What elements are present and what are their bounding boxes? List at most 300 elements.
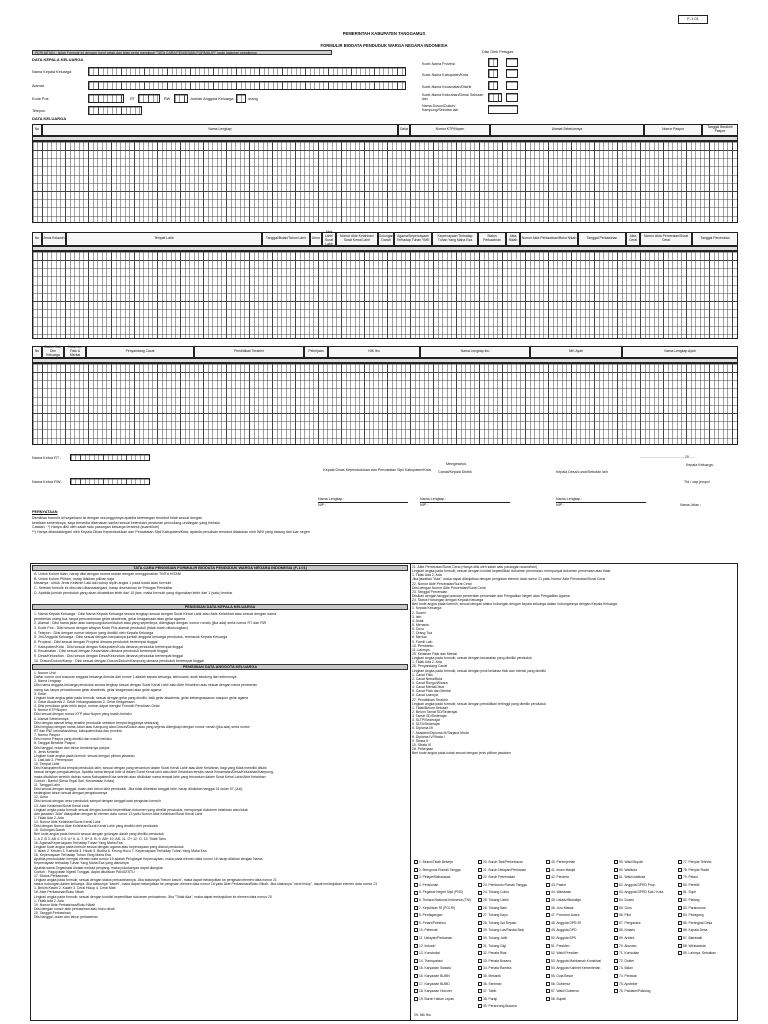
pekerjaan-option (414, 913, 476, 921)
tata-cara-intro: A. Untuk Kolom Isian, harap diisi dengan nomor urutan dengan menggunakan TINTA HITAM B. Untuk Kolom Pilihan, harap diisikan pilihan saja Misalnya : untuk Jenis Kelamin Laki-laki cukup diplih angka 1 pada kotak isian formulir C. Setelah formulir ini diisi dan ditandatangani, harap diserahkan ke Petugas Pendaftar D. Apabila jumlah penduduk yang akan dicatatkan lebih dari 10 jiwa, maka formulir yang digunakan lebih dari 1 (satu) lembar (34, 572, 233, 595)
pekerjaan-option-label: 51. Presiden (551, 943, 570, 948)
checkbox-icon (478, 974, 482, 978)
pekerjaan-option-label: 17. Karyawan BUMD (419, 981, 450, 986)
table2-header: No Jenis Kelamin Tempat Lahir Tanggal/Bulan/Tahun Lahir Umur Akte Lahir/ Surat Lahir Nomor Akte Kelahiran/ Surat Kenal Lahir Golongan Darah Agama/Kepercayaan Terhadap Tuhan YME Kepercayaan Terhadap Tuhan Yang Maha Esa Status Perkawinan Akta Nikah Nomor Akta Perkawinan/Buku Nikah Tanggal Perkawinan Akta Cerai Nomor Akta Perceraian/Surat Cerai Tanggal Perceraian (32, 232, 738, 246)
checkbox-icon (414, 928, 418, 932)
checkbox-icon (478, 966, 482, 970)
pekerjaan-option-label: 76. Psikiater/Psikolog (619, 989, 651, 994)
header-line1: PEMERINTAH KABUPATEN TANGGAMUS (342, 31, 426, 36)
checkbox-icon (414, 875, 418, 879)
jumlah-field[interactable] (236, 94, 246, 103)
checkbox-icon (546, 891, 550, 895)
pekerjaan-option (414, 921, 476, 929)
pekerjaan-col2 (478, 860, 544, 1012)
pekerjaan-option-label: 18. Karyawan Honorer (419, 989, 452, 994)
kode-kelurahan-label: Kode-Nama Kelurahan/Desa/ Sebutan lain (422, 93, 484, 102)
pekerjaan-option (678, 951, 736, 959)
table1-body[interactable] (32, 141, 738, 223)
pekerjaan-option-label: 55. Duta Besar (551, 973, 573, 978)
pekerjaan-option (478, 921, 544, 929)
pekerjaan-option-label: 84. Pedagang (683, 913, 704, 918)
checkbox-icon (614, 913, 618, 917)
pekerjaan-option (546, 951, 612, 959)
pekerjaan-option (546, 982, 612, 990)
orang-label: orang (248, 97, 258, 101)
pekerjaan-option (678, 860, 736, 868)
pekerjaan-option-label: 12. Industri (419, 943, 436, 948)
table1-header: No Nama Lengkap Gelar Nomor KTP/Nopen Alamat Sebelumnya Nomor Paspor Tanggal Berakhir Paspor (32, 124, 738, 136)
checkbox-icon (414, 860, 418, 864)
checkbox-icon (414, 883, 418, 887)
pekerjaan-option (678, 928, 736, 936)
checkbox-icon (546, 989, 550, 993)
pekerjaan-option (414, 997, 476, 1005)
pekerjaan-option-label: 86. Kepala Desa (683, 928, 708, 933)
checkbox-icon (546, 868, 550, 872)
pekerjaan-option-label: 63. Anggota DPRD Kab./ Kota (619, 890, 664, 895)
pekerjaan-option-label: 24. Tukang Cukur (483, 890, 510, 895)
pekerjaan-option-label: 13. Konstruksi (419, 951, 440, 956)
checkbox-icon (414, 982, 418, 986)
pekerjaan-option (546, 868, 612, 876)
pekerjaan-option-label: 77. Penyiar Televisi (683, 860, 712, 864)
form-code: F-1.01 (678, 15, 708, 24)
pekerjaan-option-label: 53. Anggota Mahkamah Konstitusi (551, 958, 602, 963)
checkbox-icon (478, 944, 482, 948)
jumlah-label: Jumlah Anggota Keluarga (190, 97, 234, 101)
pekerjaan-option-label: 69. Arsitek (619, 935, 635, 940)
pekerjaan-option (414, 898, 476, 906)
checkbox-icon (614, 982, 618, 986)
pekerjaan-option (614, 875, 676, 883)
nama-kepala-field[interactable] (88, 67, 406, 76)
checkbox-icon (614, 891, 618, 895)
pekerjaan-option-label: 52. Wakil Presiden (551, 951, 579, 956)
pekerjaan-option (614, 974, 676, 982)
checkbox-icon (614, 936, 618, 940)
checkbox-icon (546, 982, 550, 986)
kode-kecamatan-name[interactable] (506, 81, 518, 90)
checkbox-icon (614, 959, 618, 963)
kepala-keluarga-label: Kepala Keluarga, (686, 463, 714, 467)
kode-dusun-field[interactable] (488, 105, 518, 114)
checkbox-icon (478, 921, 482, 925)
pekerjaan-option-label: 68. Notaris (619, 928, 635, 933)
checkbox-icon (478, 928, 482, 932)
checkbox-icon (478, 997, 482, 1001)
checkbox-icon (478, 951, 482, 955)
kodepos-label: Kode Pos (32, 97, 49, 101)
pekerjaan-option (478, 890, 544, 898)
pekerjaan-option (678, 883, 736, 891)
pekerjaan-option-label: 2. Mengurus Rumah Tangga (419, 867, 461, 872)
pekerjaan-option (478, 860, 544, 868)
pekerjaan-option (614, 883, 676, 891)
pekerjaan-option (546, 898, 612, 906)
pekerjaan-option (678, 898, 736, 906)
checkbox-icon (414, 898, 418, 902)
pekerjaan-option-label: 54. Anggota Kabinet Kementerian (551, 966, 601, 971)
checkbox-icon (478, 868, 482, 872)
pekerjaan-option (546, 944, 612, 952)
pekerjaan-option-label: 1. Belum/Tidak Bekerja (419, 860, 453, 864)
sign-line-1 (318, 502, 408, 503)
checkbox-icon (678, 906, 682, 910)
rt-field[interactable] (138, 94, 160, 103)
checkbox-icon (478, 898, 482, 902)
checkbox-icon (546, 860, 550, 864)
pekerjaan-option-label: 22. Buruh Peternakan (483, 875, 516, 880)
pekerjaan-col1 (414, 860, 476, 1004)
date-line: ..........................................., 20...... (640, 455, 695, 459)
alamat-field[interactable] (88, 81, 406, 90)
checkbox-icon (414, 913, 418, 917)
checkbox-icon (546, 913, 550, 917)
pekerjaan-option-label: 85. Perangkat Desa (683, 920, 713, 925)
kode-kelurahan-name[interactable] (506, 93, 518, 102)
checkbox-icon (478, 860, 482, 864)
checkbox-icon (678, 898, 682, 902)
pekerjaan-option (678, 936, 736, 944)
checkbox-icon (546, 928, 550, 932)
kepala-desa-label: Kepala Desa/Lurah/Sebutan lain (556, 470, 608, 474)
checkbox-icon (414, 989, 418, 993)
pekerjaan-option-label: 67. Pengacara (619, 920, 641, 925)
pekerjaan-option (614, 868, 676, 876)
pekerjaan-option-label: 88. Wiraswasta (683, 943, 706, 948)
telepon-label: Telepon (32, 109, 46, 113)
pekerjaan-option (546, 959, 612, 967)
pekerjaan-option-label: 50. Anggota BPK (551, 935, 577, 940)
rw-label: RW (164, 97, 171, 101)
pernyataan-title: PERNYATAAN (32, 510, 58, 514)
checkbox-icon (614, 921, 618, 925)
checkbox-icon (414, 868, 418, 872)
kode-dusun-label: Nama Dusun/Dukuh/ Kampung/Sebutan lain (422, 104, 459, 113)
pekerjaan-option (614, 890, 676, 898)
pekerjaan-option-label: 73. Bidan (619, 966, 633, 971)
pekerjaan-option-label: 40. Penterjemah (551, 860, 576, 864)
checkbox-icon (546, 997, 550, 1001)
pekerjaan-option-label: 36. Seniman (483, 981, 502, 986)
checkbox-icon (478, 875, 482, 879)
pekerjaan-option (546, 913, 612, 921)
checkbox-icon (478, 906, 482, 910)
kepala-section-title: DATA KEPALA KELUARGA (32, 57, 84, 62)
checkbox-icon (614, 868, 618, 872)
pekerjaan-option (678, 921, 736, 929)
checkbox-icon (614, 989, 618, 993)
pekerjaan-option-label: 87. Biarawati (683, 935, 703, 940)
table2-body[interactable] (32, 251, 738, 339)
checkbox-icon (614, 875, 618, 879)
checkbox-icon (414, 974, 418, 978)
kode-kabupaten-code[interactable] (488, 69, 498, 78)
checkbox-icon (614, 898, 618, 902)
keluarga-section-title: DATA KELUARGA (32, 116, 67, 121)
kode-provinsi-code[interactable] (488, 58, 498, 67)
pekerjaan-option (414, 982, 476, 990)
checkbox-icon (678, 875, 682, 879)
kode-kabupaten-label: Kode-Nama Kabupaten/Kota (422, 73, 468, 77)
checkbox-icon (546, 966, 550, 970)
pekerjaan-option-label: 3. Pelajar/Mahasiswa (419, 875, 451, 880)
pekerjaan-option-label: 38. Paraji (483, 996, 497, 1001)
checkbox-icon (414, 906, 418, 910)
pekerjaan-option-label: 30. Tukang Jahit (483, 935, 508, 940)
pekerjaan-option (614, 966, 676, 974)
rt-label: RT (130, 97, 135, 101)
pekerjaan-option (478, 936, 544, 944)
checkbox-icon (546, 883, 550, 887)
pekerjaan-option (414, 959, 476, 967)
pekerjaan-option (678, 913, 736, 921)
pekerjaan-option (414, 860, 476, 868)
pekerjaan-option-label: 46. Juru Masak (551, 905, 574, 910)
kode-provinsi-label: Kode-Nama Provinsi (422, 62, 455, 66)
pekerjaan-col3 (546, 860, 612, 1004)
pekerjaan-option-label: 70. Akuntan (619, 943, 637, 948)
checkbox-icon (614, 966, 618, 970)
pekerjaan-option-label: 19. Buruh Harian Lepas (419, 996, 454, 1001)
pekerjaan-option (478, 982, 544, 990)
pekerjaan-option (546, 966, 612, 974)
pekerjaan-option (614, 951, 676, 959)
pekerjaan-option-label: 62. Anggota DPRD Prop. (619, 882, 656, 887)
pekerjaan-option-label: 33. Penata Busana (483, 958, 512, 963)
pekerjaan-option-label: 25. Tukang Listrik (483, 897, 509, 902)
pekerjaan-option (414, 951, 476, 959)
kode-provinsi-name[interactable] (506, 58, 518, 67)
pekerjaan-option (414, 890, 476, 898)
header-line2: FORMULIR BIODATA PENDUDUK WARGA NEGARA INDONESIA (320, 43, 448, 48)
pekerjaan-option (478, 974, 544, 982)
pekerjaan-option (546, 928, 612, 936)
pekerjaan-option-label: 11. Nelayan/Perikanan (419, 935, 453, 940)
nama-kepala-label: Nama Kepala Keluarga (32, 70, 72, 74)
bottom-note: 29. Nik Ibu (414, 1013, 431, 1017)
pekerjaan-option (546, 890, 612, 898)
pekerjaan-option-label: 75. Apoteker (619, 981, 638, 986)
pekerjaan-option (414, 906, 476, 914)
checkbox-icon (478, 891, 482, 895)
sign-line-2 (420, 502, 510, 503)
kode-kecamatan-code[interactable] (488, 81, 498, 90)
checkbox-icon (678, 951, 682, 955)
pekerjaan-option (414, 974, 476, 982)
pekerjaan-option-label: 27. Tukang Kayu (483, 913, 508, 918)
table3-body[interactable] (32, 363, 738, 445)
pekerjaan-option (678, 868, 736, 876)
pekerjaan-option-label: 16. Karyawan BUMN (419, 973, 450, 978)
pekerjaan-option-label: 60. Walikota (619, 867, 638, 872)
pekerjaan-option (478, 898, 544, 906)
checkbox-icon (478, 982, 482, 986)
tata-cara-title: TATA CARA PENGISIAN FORMULIR BIODATA PENDUDUK WARGA NEGARA INDONESIA (F-1.01) (32, 565, 408, 571)
pekerjaan-col4 (614, 860, 676, 997)
checkbox-icon (614, 951, 618, 955)
pekerjaan-option-label: 23. Pembantu Rumah Tangga (483, 882, 527, 887)
pekerjaan-option-label: 10. Peternak (419, 928, 438, 933)
checkbox-icon (678, 891, 682, 895)
checkbox-icon (546, 959, 550, 963)
pekerjaan-option (546, 883, 612, 891)
pekerjaan-option (478, 913, 544, 921)
pekerjaan-option-label: 56. Gubernur (551, 981, 571, 986)
pekerjaan-option-label: 81. Sopir (683, 890, 697, 895)
checkbox-icon (678, 944, 682, 948)
pekerjaan-option-label: 43. Pastor (551, 882, 567, 887)
pekerjaan-option (414, 875, 476, 883)
pekerjaan-option-label: 82. Pialang (683, 897, 700, 902)
checkbox-icon (678, 913, 682, 917)
checkbox-icon (414, 936, 418, 940)
pekerjaan-option (414, 868, 476, 876)
pekerjaan-option-label: 57. Wakil Gubernur (551, 989, 580, 994)
pekerjaan-option (614, 928, 676, 936)
checkbox-icon (546, 944, 550, 948)
pekerjaan-option (546, 921, 612, 929)
kode-kecamatan-label: Kode-Nama Kecamatan/Distrik (422, 85, 472, 89)
alamat-label: Alamat (32, 84, 44, 88)
pekerjaan-option-label: 37. Tabib (483, 989, 497, 994)
ak-items-left: 1. Nomor Urut Daftar nomor urut susunan anggota keluarga dimulai dari nomor 1 adalah kepala keluarga, istri/suami, anak kandung dan seterusnya 2. Nama Lengkap Diisi nama anggota keluarga penduduk secara lengkap sesuai dengan Surat Kenal Lahir atau Akte Kelahiran atau sesuai dengan nama pemberian orang tua, tanpa pencantuman gelar akademis, gelar keagamaan atau gelar agama 3. Gelar Lingkari kode angka gelar pada formulir, sesuai dengan gelar yang dimiliki, baik gelar akademis, gelar kebangsawanan maupun gelar agama 1. Gelar Akademis 2. Gelar Kebangsawanan 3. Gelar Keagamaan 4. Diisi penulisan gelar lebih lanjut, mohon dapat mengisi Formulir Penulisan Gelar 5. Nomor KTP/Nopen Diisi sesuai dengan nomor KTP atau Nopen yang masih berlaku 6. Alamat Sebelumnya Diisi dengan alamat tetap terakhir penduduk sebelum tempat tinggalnya sekarang Diisi lengkap dengan nama Jalan atau Kampung atau Dusun/Dukuh atau yang sejenis dilengkapi dengan nomor rumah (jika ada) serta nomor RT dan RW, kelurahan/desa, kabupaten/kota dan provinsi 7. Nomor Paspor Diisi nomor Paspor yang dimiliki dan masih berlaku 8. Tanggal Berakhir Paspor Diisi tanggal, bulan dan tahun berakhirnya paspor 9. Jenis Kelamin Lingkari kode angka pada formulir, sesuai dengan pilihan jawaban 1. Laki-laki 2. Perempuan 10. Tempat Lahir Diisi Kabupaten/Kota tempat penduduk lahir, sesuai dengan yang tercantum dalam Surat Kenal Lahir atau Akte Kelahiran, bagi yang tidak memiliki ditulis sesuai dengan pengakuannya. Apabila nama tempat lahir di dalam Surat Kenal lahir atau Akte Kelahiran tertulis nama Kecamatan/Desa/Kelurahan/Kampung, maka dituliskan terlebih dahulu nama Kabupaten/Kota setelah atau dituliskan nama tempat lahir yang tercantum dalam Surat Kenal Lahir/Akte Kelahiran Contoh : Bantul (Desa Tegal Sari, Kecamatan Kotas) 11. Tanggal Lahir Diisi sesuai dengan tanggal, bulan dan tahun lahir penduduk. Jika tidak diketahui tanggal lahir, harap dituliskan tanggal 01 bulan 07 (Juli), sedangkan tahun sesuai dengan pengakuannya 12. Umur Diisi sesuai dengan umur penduduk sampai dengan tanggal saat pengisian formulir 13. Akte Kelahiran/Surat Kenal Lahir Lingkari angka pada formulir sesuai dengan kondisi kepemilikan dokumen yang dimiliki penduduk, mempunyai dokumen kelahiran atau tidak dan jawaban "Ada" dilanjutkan dengan isi elemen data nomor 13 yaitu Nomor Akte Kelahiran/Surat Kenal Lahir 1. Tidak Ada 2. Ada 14. Nomor Akte Kelahiran/Surat Kenal Lahir Diisi dengan Nomor Akte Kelahiran/Surat Kenal Lahir yang dimiliki oleh penduduk 15. Golongan Darah Beri kode angka pada formulir sesuai dengan golongan darah yang dimiliki penduduk 1. A 2. B 3. AB 4. O 5. A+ 6. A- 7. B+ 8. B- 9. AB+ 10. AB- 11. O+ 12. O- 13. Tidak Tahu 16. Agama/Kepercayaan Terhadap Tuhan Yang Maha Esa Lingkari kode angka pada formulir sesuai dengan agama atau kepercayaan yang dianut penduduk 1. Islam 2. Kristen 3. Katholik 4. Hindu 5. Budha 6. Khong Hucu 7. Kepercayaan Terhadap Tuhan Yang Maha Esa 16. Kepercayaan Terhadap Tuhan Yang Maha Esa Apabila pendudukan mengisi elemen data nomor 15 adalah Penghayat Kepercayaan, maka pada elemen data nomor 16 harap diisikan dengan Nama Kepercayaan terhadap Tuhan Yang Maha Esa yang dianutnya Apabila sama Organisasi dicatat melalui penyang, maka pokokanyaa dapat diangkat Contoh : Paguyuban Ngesti Tunggal, dapat dituliskan PANGESTU 17. Status Perkawinan Lingkari angka pada formulir, sesuai dengan status perkawinannya. Jika statusnya "belum kawin", maka dapat melanjutkan ke pengisian elemen data nomor 21 status hubungan dalam keluarga. Jika statusnya "kawin", maka dapat melanjutkan ke pengisian elemen data nomor 18 yaitu Akte Perkawinan/Buku Nikah. Jika statusnya "cerai hidup", dapat melanjutkan elemen data nomor 21 1. Belum Kawin 2. Kawin 3. Cerai Hidup 4. Cerai Mati 18. Akte Perkawinan/Buku Nikah Lingkari angka pada formulir, sesuai dengan kondisi kepemilikan dokumen perkawinan. Jika "Tidak Ada", maka dapat melanjutkan ke elemen data nomor 20 1. Tidak Ada 2. Ada 19. Nomor Akte Perkawinan/Buku Nikah Diisi dengan nomor akte perkawinan atau buku nikah 20. Tanggal Perkawinan Diisi tanggal, bulan dan tahun perkawinan (34, 671, 378, 920)
pekerjaan-option-label: 20. Buruh Tani/Perkebunan (483, 860, 523, 864)
kk-items: 1. Nama Kepala Keluarga : Diisi Nama Kepala Keluarga secara lengkap sesuai dengan Surat Kenal Lahir atau Akte Kelahiran atau sesuai dengan nama pemberian orang tua, tanpa pencantuman gelar akademis, gelar keagamaan atau gelar agama 2. Alamat : Diisi nama jalan atau kampung/dusun/dukuh atau yang sepertinya, dilengkapi dengan nomor rumah (jika ada) serta nomor RT dan RW 3. Kode Pos : Diisi sesuai dengan wilayah Kode Pos alamat penduduk (tidak boleh dikosongkan) 4. Telepon : Diisi dengan nomor telepon yang dimiliki oleh Kepala Keluarga 5. Jml Anggota Keluarga : Diisi sesuai dengan banyaknya jumlah anggota keluarga penduduk, termasuk Kepala Keluarga 6. Propinsi : Diisi sesuai dengan Propinsi dimana penduduk bertempat tinggal 7. Kabupaten/Kota : Diisi sesuai dengan Kabupaten/Kota dimana penduduk bertempat tinggal 8. Kecamatan : Diisi sesuai dengan Kecamatan dimana penduduk bertempat tinggal 9. Desa/Kelurahan : Diisi sesuai dengan Desa/Kelurahan dimana penduduk bertempat tinggal 10. Dusun/Dukuh/Kamp : Diisi sesuai dengan Dusun/Dukuh/Kampung dimana penduduk bertempat tinggal (34, 612, 277, 663)
pekerjaan-option (614, 989, 676, 997)
pekerjaan-option (414, 989, 476, 997)
pekerjaan-option-label: 7. Kepolisian RI (POLRI) (419, 905, 456, 910)
checkbox-icon (614, 883, 618, 887)
nip-3: NIP : (556, 503, 564, 507)
sec-anggota-keluarga: PENGISIAN DATA ANGGOTA KELUARGA (32, 664, 408, 670)
ketua-rw-label: Nama Ketua RW : (32, 480, 63, 484)
pekerjaan-option-label: 8. Perdagangan (419, 913, 443, 918)
pekerjaan-option (546, 936, 612, 944)
pekerjaan-option-label: 5. Pegawai Negeri Sipil (PNS) (419, 890, 463, 895)
pekerjaan-option-label: 9. Petani/Pekebun (419, 920, 446, 925)
pekerjaan-option-label: 49. Anggota DPD (551, 928, 577, 933)
checkbox-icon (614, 906, 618, 910)
checkbox-icon (478, 913, 482, 917)
pekerjaan-option (614, 860, 676, 868)
camat-label: Camat/Kepala Distrik (438, 470, 472, 474)
nama-lengkap-2: Nama Lengkap : (420, 497, 447, 501)
checkbox-icon (414, 959, 418, 963)
ak-items-right: 21. Akte Perceraian/Surat Cerai (Hanya diisi oleh salah satu pasangan suami/istri) Lingkari angka pada formulir, sesuai dengan kondisi kepemilikan dokumen perceraian, mempunyai dokumen perceraian atau tidak 1. Tidak Ada 2. Ada Jika jawaban "Ada", maka dapat dilanjutkan dengan pengisian elemen data nomor 21 yaitu Nomor Akte Perceraian/Surat Cerai 22. Nomor Akte Perceraian/Surat Cerai Diisi dengan Nomor Akte Perceraian/Surat Cerai 23. Tanggal Perceraian Diisikan dengan tanggal putusan perceraian perceraian dari Pengadilan Negeri atau Pengadilan Agama 24. Status Hubungan dengan Kepala Keluarga Beri kode angka pada formulir, sesuai dengan status hubungan dengan kepala keluarga dalam hubungannya dengan Kepala Keluarga 1. Kepala Keluarga 2. Suami 3. Istri 4. Anak 5. Menantu 6. Cucu 7. Orang Tua 8. Mertua 9. Famili Lain 10. Pembantu 11. Lainnya 25. Kelainan Fisik dan Mental Lingkari angka pada formulir, sesuai dengan kecacatan yang dimiliki penduduk 1. Tidak Ada 2. Ada 26. Penyandang Cacat Lingkari angka pada formulir, sesuai dengan jenis kelainan fisik dan mental yang dimiliki 1. Cacat Fisik 2. Cacat Netra/Buta 3. Cacat Rungu/Wicara 4. Cacat Mental/Jiwa 5. Cacat Fisik dan Mental 6. Cacat Lainnya 27. Pendidikan Terakhir Lingkari angka pada formulir, sesuai dengan pendidikan tertinggi yang dimiliki penduduk 1. Tidak/Belum Sekolah 2. Belum Tamat SD/Sederajat 3. Tamat SD/Sederajat 4. SLTP/Sederajat 5. SLTA/Sederajat 6. Diploma I/II 7. Akademi/Diploma III/Sarjana Muda 8. Diploma IV/Strata I 9. Strata II 10. Strata III 28. Pekerjaan Beri kode angka pada kotak sesuai dengan jenis pilihan jawaban (412, 565, 617, 756)
pekerjaan-option-label: 72. Dokter (619, 958, 635, 963)
sign-line-3 (556, 502, 646, 503)
checkbox-icon (414, 944, 418, 948)
ketua-rt-field[interactable] (70, 454, 150, 461)
notice-banner: PERHATIAN : Isilah Formulir ini dengan huruf cetak dan jelas serta mengikuti "TATA CARA PENGISIAN FORMULIR" pada halaman sebaliknya (32, 50, 332, 55)
checkbox-icon (614, 860, 618, 864)
pekerjaan-option-label: 74. Perawat (619, 973, 637, 978)
pekerjaan-option-label: 79. Pelaut (683, 875, 698, 880)
pekerjaan-option (614, 944, 676, 952)
pekerjaan-option-label: 66. Pilot (619, 913, 631, 918)
pekerjaan-option (478, 928, 544, 936)
ttd-label: Ttd / cap jempol (684, 480, 710, 484)
pekerjaan-option (478, 997, 544, 1005)
checkbox-icon (678, 883, 682, 887)
telepon-field[interactable] (88, 106, 142, 115)
checkbox-icon (546, 875, 550, 879)
kodepos-field[interactable] (88, 94, 124, 103)
pekerjaan-option-label: 42. Pendeta (551, 875, 569, 880)
pekerjaan-option-label: 89. Lainnya, Sebutkan (683, 951, 716, 956)
pekerjaan-option (678, 944, 736, 952)
sec-kepala-keluarga: PENGISIAN DATA KEPALA KELUARGA (32, 604, 408, 610)
pekerjaan-option (478, 883, 544, 891)
checkbox-icon (478, 1004, 482, 1008)
pekerjaan-option-label: 35. Mekanik (483, 973, 501, 978)
pekerjaan-option-label: 15. Karyawan Swasta (419, 966, 451, 971)
petugas-label: Diisi Oleh Petugas (482, 50, 514, 54)
pekerjaan-option-label: 61. Wakil walikota (619, 875, 646, 880)
mengetahui-label: Mengetahui, (446, 462, 467, 466)
checkbox-icon (546, 921, 550, 925)
pekerjaan-option (678, 875, 736, 883)
pekerjaan-option-label: 28. Tukang Sol Sepatu (483, 920, 517, 925)
nama-lengkap-3: Nama Lengkap : (556, 497, 583, 501)
pekerjaan-col5 (678, 860, 736, 959)
pekerjaan-option (614, 898, 676, 906)
pekerjaan-option (678, 890, 736, 898)
pekerjaan-option (478, 1004, 544, 1012)
pekerjaan-option-label: 41. Imam Masjid (551, 867, 576, 872)
pekerjaan-option-label: 44. Wartawan (551, 890, 572, 895)
checkbox-icon (614, 974, 618, 978)
pekerjaan-option (546, 875, 612, 883)
checkbox-icon (678, 921, 682, 925)
pekerjaan-option (614, 921, 676, 929)
pekerjaan-option (678, 906, 736, 914)
kode-kelurahan-code[interactable] (488, 93, 502, 102)
nip-1: NIP : (318, 503, 326, 507)
checkbox-icon (678, 860, 682, 864)
pekerjaan-option-label: 47. Promotor Acara (551, 913, 580, 918)
pekerjaan-option-label: 26. Tukang Batu (483, 905, 508, 910)
pekerjaan-option-label: 78. Penyiar Radio (683, 867, 710, 872)
kode-kabupaten-name[interactable] (506, 69, 518, 78)
checkbox-icon (678, 868, 682, 872)
checkbox-icon (478, 883, 482, 887)
pekerjaan-option-label: 71. Konsultan (619, 951, 640, 956)
rw-field[interactable] (174, 94, 188, 103)
ketua-rw-field[interactable] (70, 478, 150, 485)
pekerjaan-option-label: 65. Guru (619, 905, 632, 910)
checkbox-icon (614, 944, 618, 948)
pekerjaan-option (546, 974, 612, 982)
checkbox-icon (478, 989, 482, 993)
pekerjaan-option (546, 906, 612, 914)
checkbox-icon (546, 936, 550, 940)
nip-2: NIP : (420, 503, 428, 507)
pekerjaan-list (414, 860, 736, 1010)
nama-jelas-label: Nama Jelas : (680, 503, 701, 507)
pekerjaan-option (614, 982, 676, 990)
pekerjaan-option-label: 6. Tentara Nasional Indonesia (TNI) (419, 897, 471, 902)
pekerjaan-option (546, 860, 612, 868)
pekerjaan-option (478, 966, 544, 974)
pekerjaan-option (478, 959, 544, 967)
checkbox-icon (414, 966, 418, 970)
pekerjaan-option (478, 989, 544, 997)
pekerjaan-option (414, 966, 476, 974)
ketua-rt-label: Nama Ketua RT : (32, 456, 62, 460)
tata-cara-divider (410, 563, 411, 1021)
